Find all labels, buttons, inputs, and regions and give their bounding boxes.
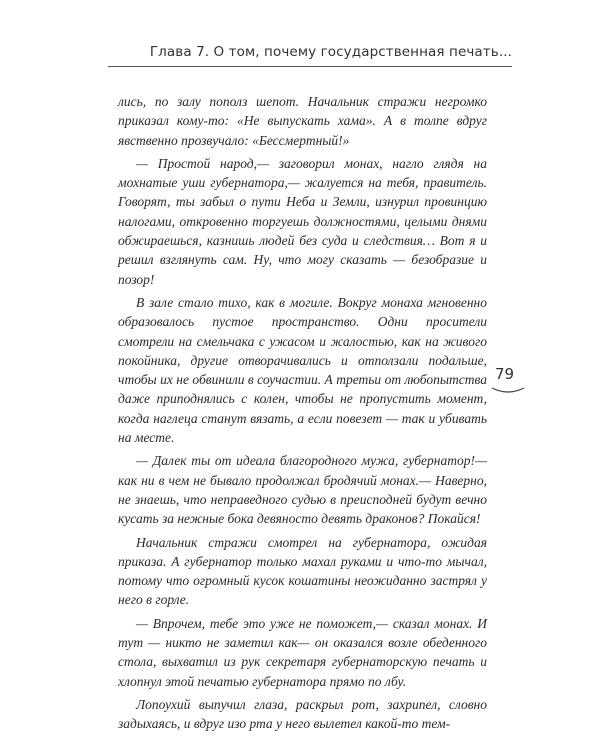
paragraph-2: — Простой народ,— заговорил монах, нагло глядя на мохнатые уши губернатора,— жалуется на тебя, правитель. Говорят, ты забыл о пути Неба и Земли, изнурил провинцию налогами, откровенно торгуешь должностями, целыми днями обжираешься, казнишь людей без суда и следствия… Вот я и решил взглянуть сам. Ну, что могу сказать — безобразие и позор! (118, 155, 487, 287)
paragraph-6: — Впрочем, тебе это уже не поможет,— сказал монах. И тут — никто не заметил как— он оказался возле обеденного стола, выхватил из рук секретаря губернаторскую печать и хлопнул этой печатью губернатора прямо по лбу. (118, 615, 487, 689)
paragraph-7: Лопоухий выпучил глаза, раскрыл рот, захрипел, словно задыхаясь, и вдруг изо рта у него вылетел какой-то тем- (118, 696, 487, 732)
page-number-ornament (490, 386, 526, 396)
page-number: 79 (495, 365, 515, 383)
paragraph-3: В зале стало тихо, как в могиле. Вокруг монаха мгновенно образовалось пустое пространство. Одни просители смотрели на смельчака с ужасом и жалостью, как на живого покойника, другие отворачивались и отползали подальше, чтобы их не обвинили в соучастии. А третьи от любопытства даже приподнялись с колен, чтобы не пропустить момент, когда наглеца станут вязать, а если повезет — так и убивать на месте. (118, 294, 487, 446)
paragraph-4: — Далек ты от идеала благородного мужа, губернатор!— как ни в чем не бывало продолжал бродячий монах.— Наверно, не знаешь, что неправедного судью в преисподней будут вечно кусать за нежные бока девяносто девять драконов? Покайся! (118, 453, 487, 527)
running-header: Глава 7. О том, почему государственная печать... (149, 44, 512, 60)
paragraph-5: Начальник стражи смотрел на губернатора, ожидая приказа. А губернатор только махал руками и что-то мычал, потому что огромный кусок кошатины неожиданно застрял у него в горле. (118, 534, 487, 608)
paragraph-1: лись, по залу пополз шепот. Начальник стражи негромко приказал кому-то: «Не выпускать хама». А в толпе вдруг явственно прозвучало: «Бессмертный!» (118, 94, 487, 148)
header-rule (108, 66, 512, 67)
body-text (118, 92, 487, 734)
